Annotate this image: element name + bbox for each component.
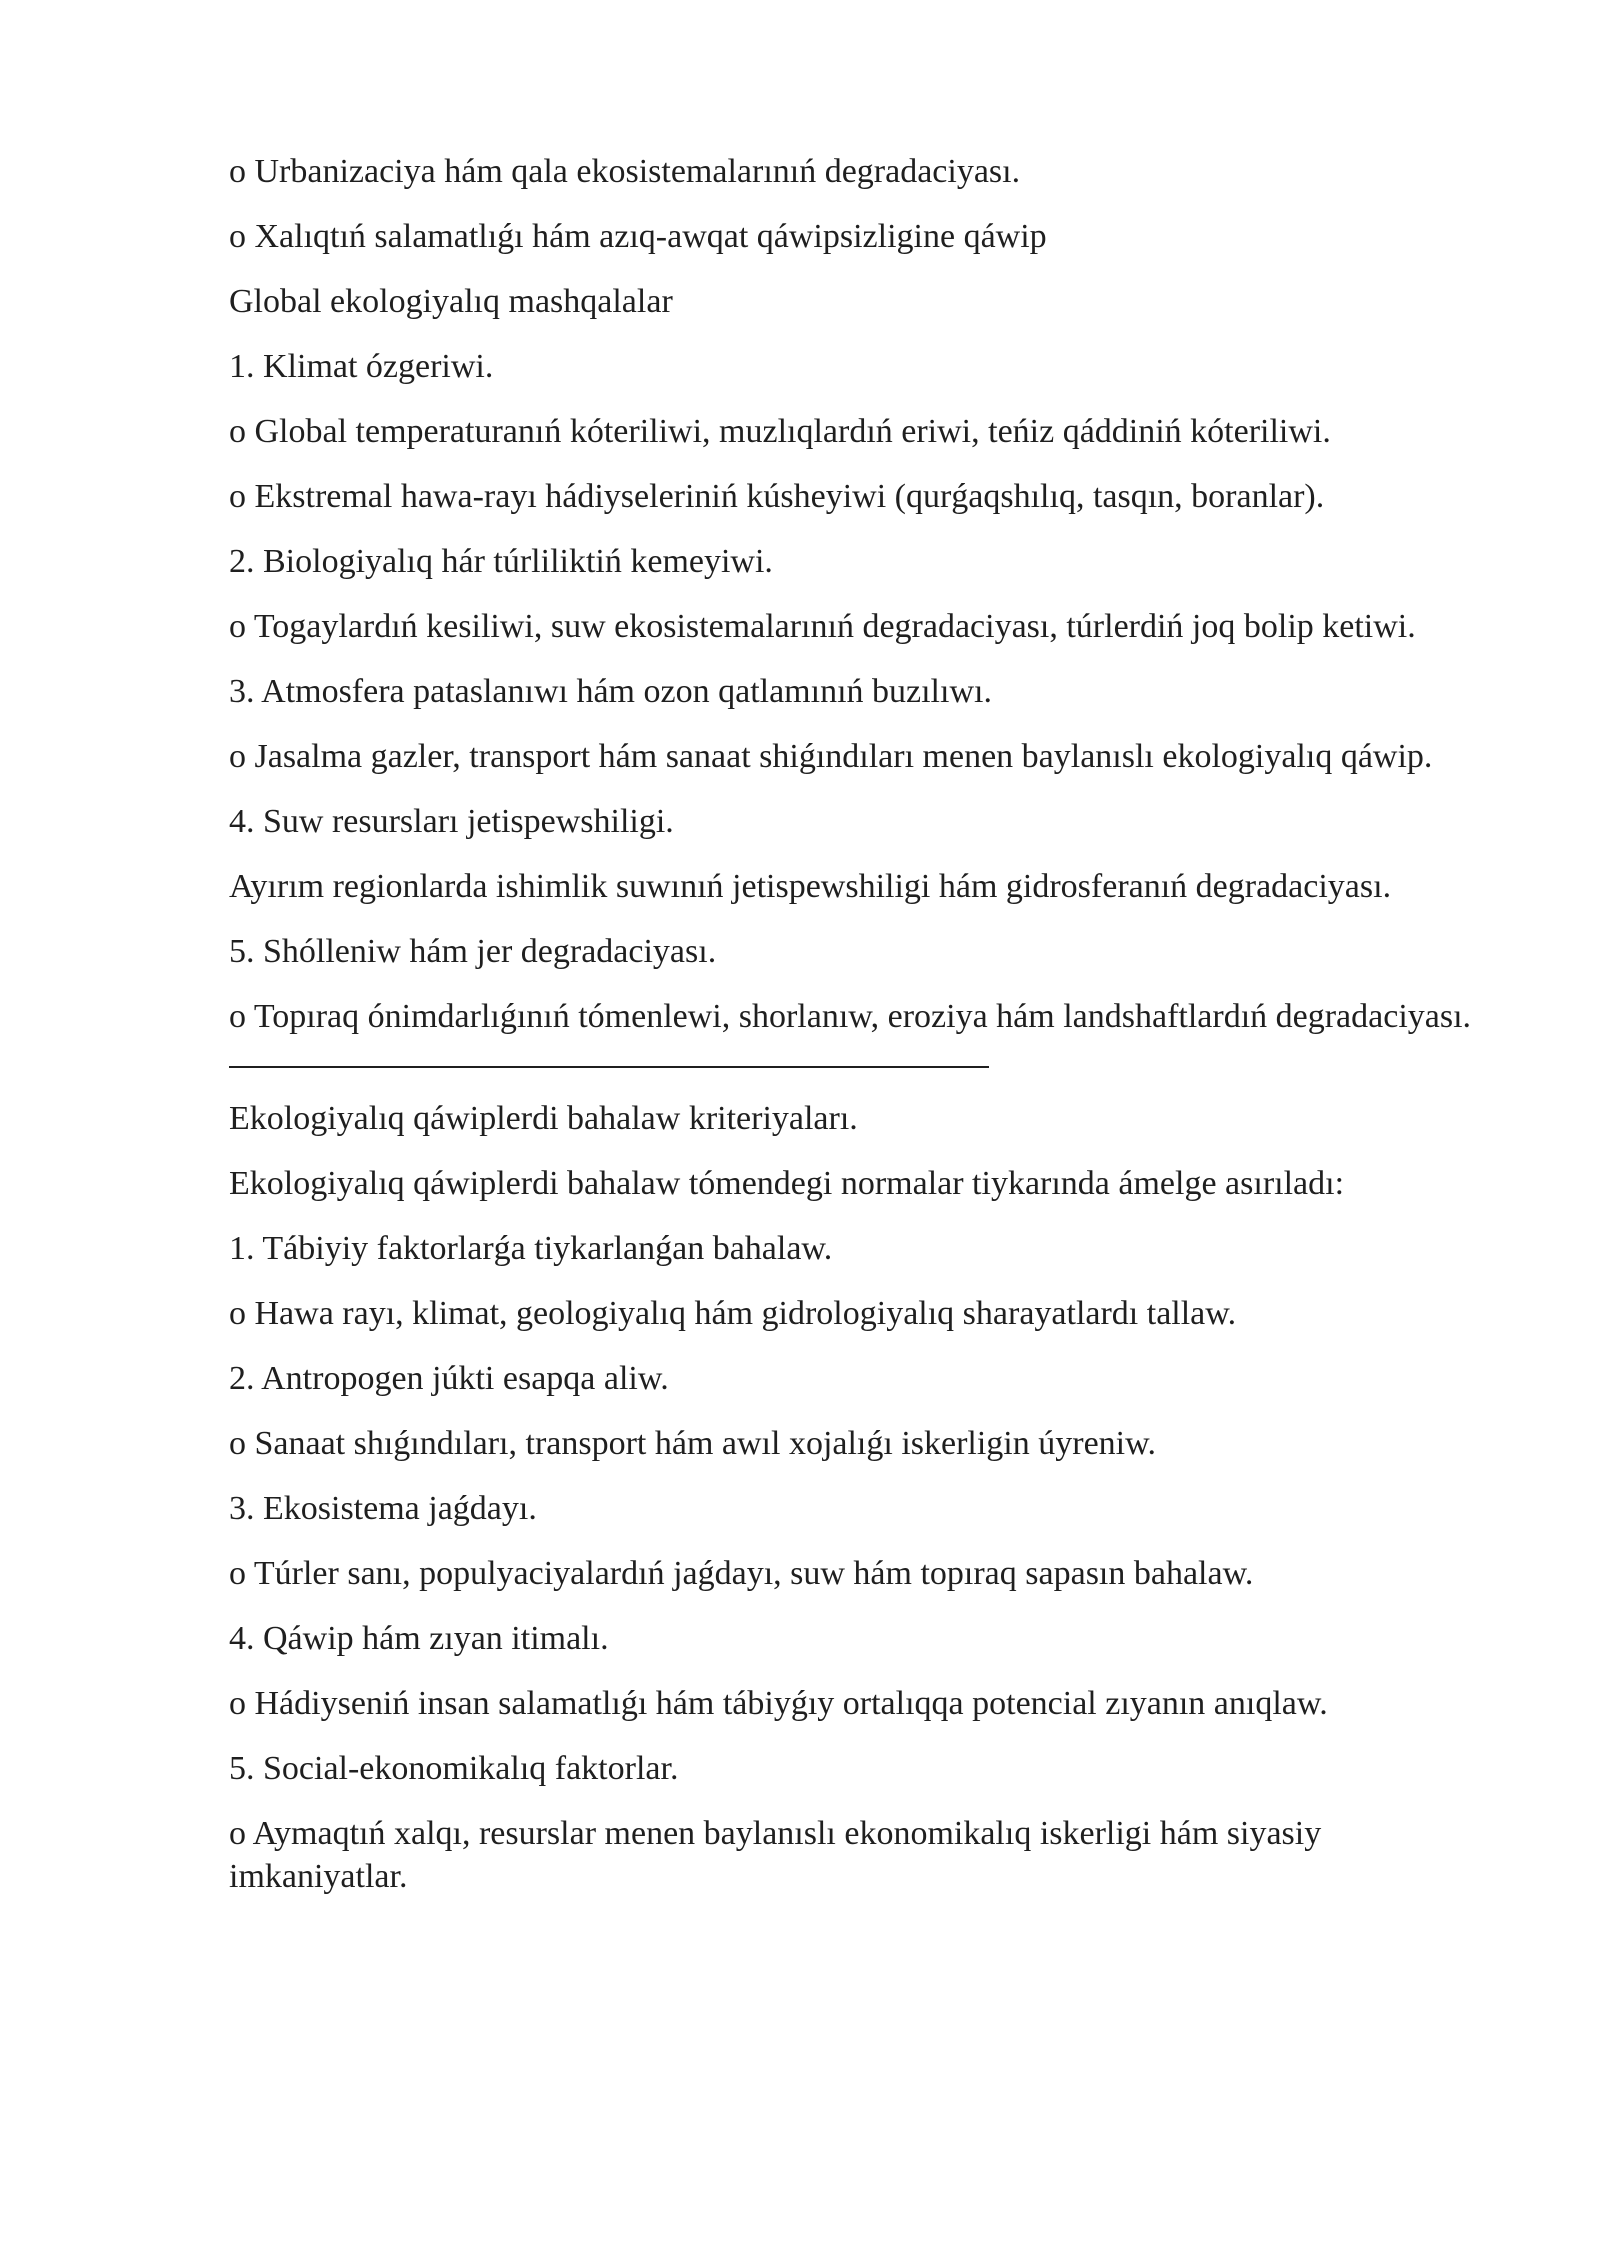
paragraph: o Hawa rayı, klimat, geologiyalıq hám gidrologiyalıq sharayatlardı tallaw. (229, 1295, 1237, 1332)
paragraph: o Togaylardıń kesiliwi, suw ekosistemalarınıń degradaciyası, túrlerdiń joq bolip ketiwi. (229, 608, 1416, 645)
paragraph: o Túrler sanı, populyaciyalardıń jaǵdayı, suw hám topıraq sapasın bahalaw. (229, 1555, 1254, 1592)
paragraph: o Hádiyseniń insan salamatlıǵı hám tábiyǵıy ortalıqqa potencial zıyanın anıqlaw. (229, 1685, 1328, 1722)
list-item: 2. Antropogen júkti esapqa aliw. (229, 1360, 669, 1397)
horizontal-rule (229, 1066, 989, 1068)
list-item: 3. Atmosfera pataslanıwı hám ozon qatlamınıń buzılıwı. (229, 673, 992, 710)
section-heading: Ekologiyalıq qáwiplerdi bahalaw kriteriyaları. (229, 1100, 858, 1137)
paragraph: o Topıraq ónimdarlıǵınıń tómenlewi, shorlanıw, eroziya hám landshaftlardıń degradaciyası. (229, 998, 1472, 1035)
paragraph: o Aymaqtıń xalqı, resurslar menen baylanıslı ekonomikalıq iskerligi hám siyasiy imkaniyatlar. (229, 1815, 1322, 1895)
paragraph: o Ekstremal hawa-rayı hádiyseleriniń kúsheyiwi (qurǵaqshılıq, tasqın, boranlar). (229, 478, 1325, 515)
list-item: 4. Suw resursları jetispewshiligi. (229, 803, 674, 840)
document-page (229, 150, 1489, 1920)
paragraph: o Xalıqtıń salamatlıǵı hám azıq-awqat qáwipsizligine qáwip (229, 218, 1047, 255)
list-item: 1. Tábiyiy faktorlarǵa tiykarlanǵan bahalaw. (229, 1230, 833, 1267)
list-item: 5. Shólleniw hám jer degradaciyası. (229, 933, 717, 970)
section-ecological-problems (229, 150, 1489, 1038)
list-item: 2. Biologiyalıq hár túrliliktiń kemeyiwi. (229, 543, 773, 580)
paragraph: Ayırım regionlarda ishimlik suwınıń jetispewshiligi hám gidrosferanıń degradaciyası. (229, 868, 1392, 905)
paragraph: Ekologiyalıq qáwiplerdi bahalaw tómendegi normalar tiykarında ámelge asırıladı: (229, 1165, 1345, 1202)
list-item: 5. Social-ekonomikalıq faktorlar. (229, 1750, 679, 1787)
list-item: 1. Klimat ózgeriwi. (229, 348, 494, 385)
paragraph: o Sanaat shıǵındıları, transport hám awıl xojalıǵı iskerligin úyreniw. (229, 1425, 1156, 1462)
paragraph: o Jasalma gazler, transport hám sanaat shiǵındıları menen baylanıslı ekologiyalıq qáwip. (229, 738, 1433, 775)
section-assessment-criteria (229, 1097, 1489, 1898)
list-item: 4. Qáwip hám zıyan itimalı. (229, 1620, 609, 1657)
list-item: 3. Ekosistema jaǵdayı. (229, 1490, 537, 1527)
paragraph: o Global temperaturanıń kóteriliwi, muzlıqlardıń eriwi, teńiz qáddiniń kóteriliwi. (229, 413, 1331, 450)
paragraph: o Urbanizaciya hám qala ekosistemalarınıń degradaciyası. (229, 153, 1021, 190)
section-heading: Global ekologiyalıq mashqalalar (229, 283, 673, 320)
